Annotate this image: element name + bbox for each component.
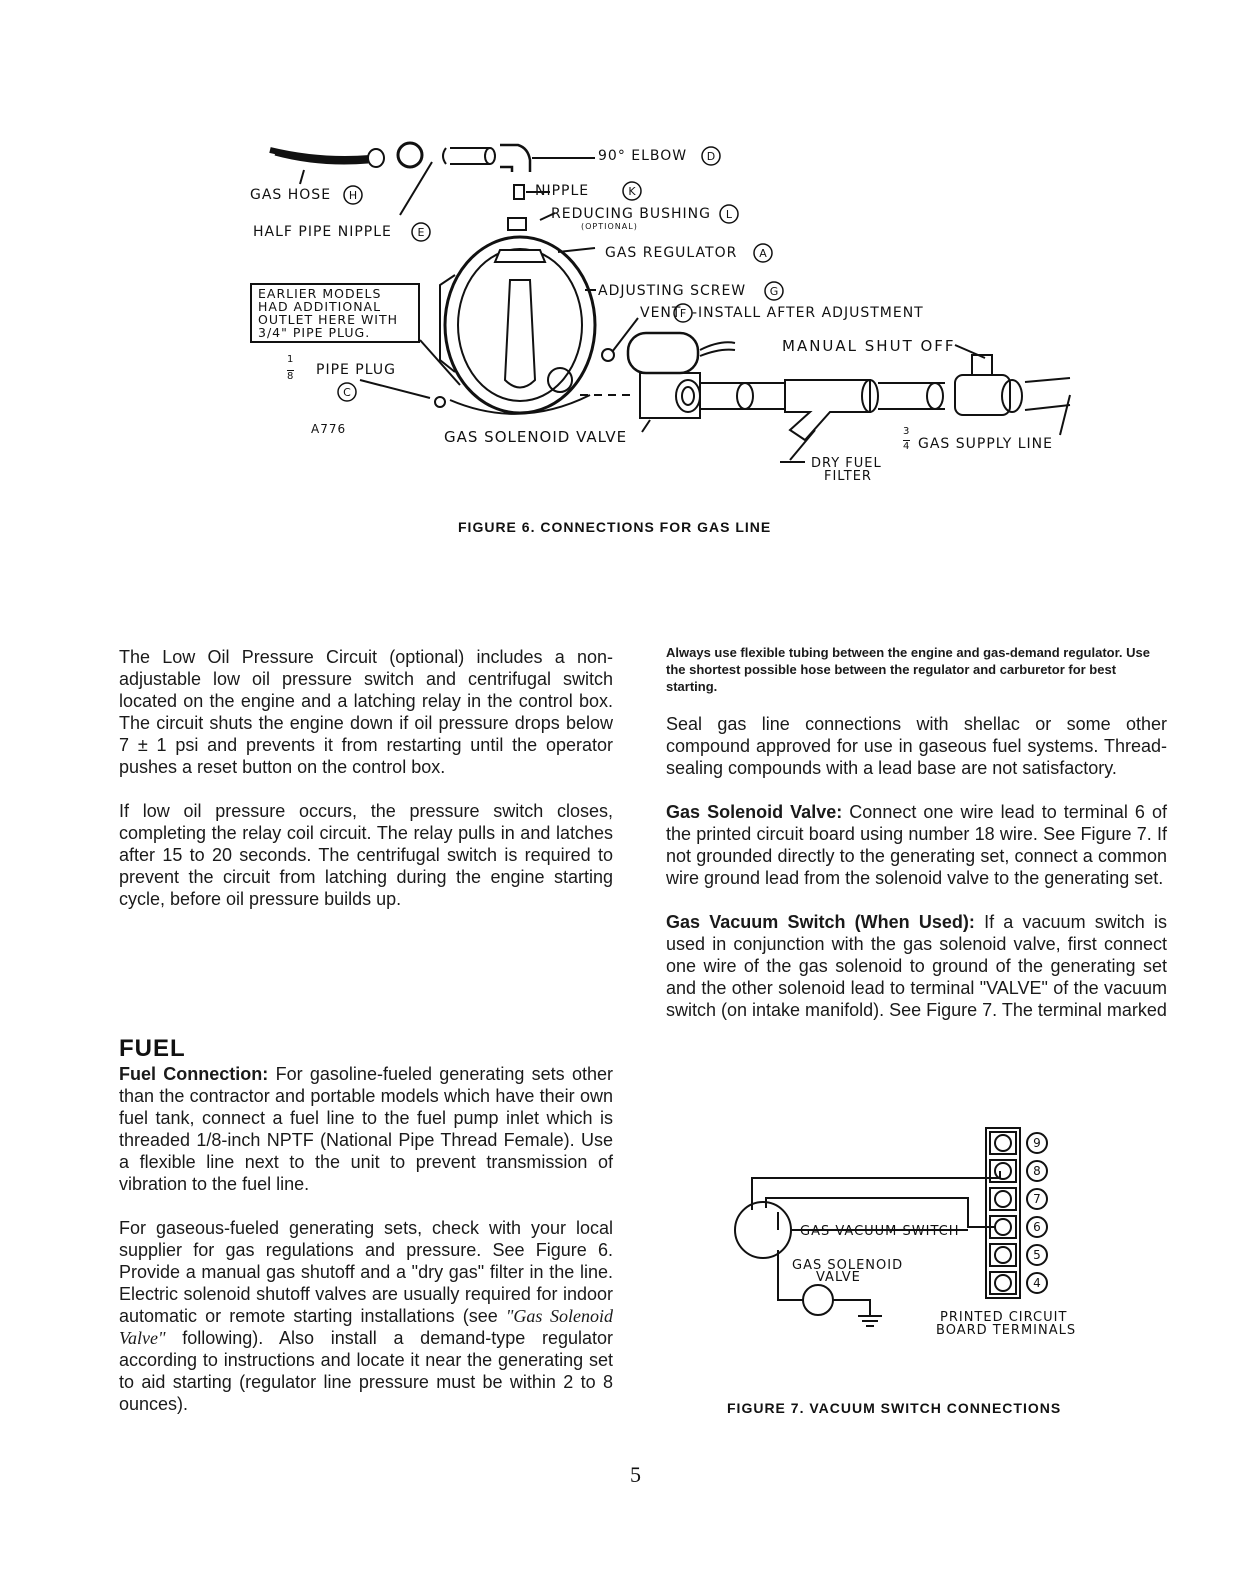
label-solenoid-valve: VALVE	[816, 1270, 861, 1285]
terminal-number: 8	[1033, 1164, 1041, 1178]
gaseous-fuel-text-b: following). Also install a demand-type regulator according to instructions and locate it near the generating set to aid starting (regulator line pressure must be within 2 to 8 ounces).	[119, 1328, 613, 1414]
note-line: 3/4" PIPE PLUG.	[258, 325, 371, 340]
label-printed-circuit: PRINTED CIRCUIT	[940, 1310, 1068, 1325]
label-filter: FILTER	[824, 469, 872, 484]
elbow-drawing	[500, 145, 530, 172]
label-optional: (OPTIONAL)	[581, 222, 638, 231]
label-gas-vacuum-switch: GAS VACUUM SWITCH	[800, 1224, 960, 1239]
gas-solenoid-paragraph	[666, 801, 1167, 889]
label-90-elbow: 90° ELBOW	[598, 148, 688, 164]
callout-d-letter: D	[706, 150, 716, 163]
low-oil-pressure-paragraph: The Low Oil Pressure Circuit (optional) includes a non-adjustable low oil pressure switch and centrifugal switch located on the engine and a latching relay in the control box. The circuit shuts the engine down if oil pressure drops below 7 ± 1 psi and prevents it from restarting until the operator pushes a reset button on the control box.	[119, 647, 613, 777]
fuel-connection-lead: Fuel Connection:	[119, 1064, 269, 1084]
vacuum-switch-symbol	[735, 1202, 791, 1258]
gas-solenoid-symbol	[803, 1285, 833, 1315]
left-column	[119, 646, 613, 910]
figure-7	[0, 1120, 1254, 1420]
note-line: EARLIER MODELS	[258, 286, 382, 301]
pipe-plug-fraction-den: 8	[287, 371, 295, 382]
pipe-plug-fraction-num: 1	[287, 354, 295, 365]
right-column	[666, 644, 1167, 1021]
terminal-number: 7	[1033, 1192, 1041, 1206]
gas-line-diagram	[0, 0, 1254, 560]
gas-vacuum-lead: Gas Vacuum Switch (When Used):	[666, 912, 975, 932]
callout-l-letter: L	[725, 208, 733, 221]
page-number: 5	[630, 1462, 641, 1487]
fuel-connection-text: For gasoline-fueled generating sets other than the contractor and portable models which have their own fuel tank, connect a fuel line to the fuel pump inlet which is threaded 1/8-inch NPTF (National Pipe Thread Female). Use a flexible line next to the unit to prevent transmission of vibration to the fuel line.	[119, 1064, 613, 1194]
note-line: HAD ADDITIONAL	[258, 299, 382, 314]
terminal-number: 4	[1033, 1276, 1041, 1290]
label-gas-regulator: GAS REGULATOR	[605, 245, 738, 261]
terminal-number: 9	[1033, 1136, 1041, 1150]
label-gas-solenoid-valve: GAS SOLENOID VALVE	[444, 428, 628, 446]
label-vent-note: -INSTALL AFTER ADJUSTMENT	[692, 305, 924, 321]
terminal-screws	[990, 1132, 1016, 1294]
terminal-number: 5	[1033, 1248, 1041, 1262]
label-dry-fuel: DRY FUEL	[811, 456, 882, 471]
supply-fraction-den: 4	[903, 441, 911, 452]
gas-solenoid-reference: "Gas Solenoid Valve"	[119, 1306, 613, 1348]
note-line: OUTLET HERE WITH	[258, 312, 399, 327]
label-vent: VENT	[640, 305, 682, 321]
label-half-pipe-nipple: HALF PIPE NIPPLE	[253, 224, 392, 240]
seal-connections-paragraph: Seal gas line connections with shellac or some other compound approved for use in gaseous fuel systems. Thread-sealing compounds with a lead base are not satisfactory.	[666, 714, 1167, 778]
label-manual-shut-off: MANUAL SHUT OFF	[782, 337, 956, 355]
figure-6-caption: FIGURE 6. CONNECTIONS FOR GAS LINE	[458, 519, 772, 535]
figure-7-caption: FIGURE 7. VACUUM SWITCH CONNECTIONS	[727, 1400, 1062, 1416]
fuel-heading: FUEL	[119, 1035, 186, 1062]
label-gas-supply-line: GAS SUPPLY LINE	[918, 436, 1053, 452]
figure-ref-code: A776	[311, 422, 347, 436]
low-oil-occurs-paragraph: If low oil pressure occurs, the pressure switch closes, completing the relay coil circuit. The relay pulls in and latches after 15 to 20 seconds. The centrifugal switch is required to prevent the circuit from latching during the engine starting cycle, before oil pressure builds up.	[119, 801, 613, 909]
label-gas-solenoid: GAS SOLENOID	[792, 1258, 904, 1273]
terminal-number: 6	[1033, 1220, 1041, 1234]
callout-k-letter: K	[628, 185, 636, 198]
label-pipe-plug: PIPE PLUG	[316, 362, 396, 378]
label-reducing-bushing: REDUCING BUSHING	[551, 206, 711, 222]
label-board-terminals: BOARD TERMINALS	[936, 1323, 1077, 1338]
flexible-tubing-warning: Always use flexible tubing between the engine and gas-demand regulator. Use the shortest possible hose between the regulator and carburetor for best starting.	[666, 645, 1150, 694]
dry-fuel-filter-drawing	[785, 380, 870, 440]
nipple-drawing	[514, 185, 524, 199]
solenoid-valve-drawing	[628, 333, 698, 373]
callout-c-letter: C	[343, 386, 351, 399]
gaseous-fuel-text-a: For gaseous-fueled generating sets, check with your local supplier for gas regulations and pressure. See Figure 6. Provide a manual gas shutoff and a "dry gas" filter in the line. Electric solenoid shutoff valves are usually required for indoor automatic or remote starting installations (see	[119, 1218, 613, 1326]
hose-clamp-drawing	[398, 143, 422, 167]
gas-solenoid-text: Connect one wire lead to terminal 6 of the printed circuit board using number 18 wire. See Figure 7. If not grounded directly to the generating set, connect a common wire ground lead from the solenoid valve to the generating set.	[666, 802, 1167, 888]
figure-6	[0, 0, 1254, 560]
label-nipple: NIPPLE	[535, 183, 590, 199]
label-adjusting-screw: ADJUSTING SCREW	[598, 283, 747, 299]
label-gas-hose: GAS HOSE	[250, 187, 332, 203]
callout-h-letter: H	[348, 189, 358, 202]
gas-solenoid-lead: Gas Solenoid Valve:	[666, 802, 843, 822]
gas-vacuum-text: If a vacuum switch is used in conjunction with the gas solenoid valve, first connect one wire of the gas solenoid to ground of the generating set and the other solenoid lead to terminal "VALVE" of the vacuum switch (on intake manifold). See Figure 7. The terminal marked	[666, 912, 1167, 1020]
gas-vacuum-paragraph	[666, 911, 1167, 1021]
supply-fraction-num: 3	[903, 426, 911, 437]
callout-f-letter: F	[679, 307, 687, 320]
earlier-models-note	[250, 283, 420, 343]
callout-a-letter: A	[759, 247, 767, 260]
callout-g-letter: G	[769, 285, 779, 298]
callout-e-letter: E	[417, 226, 425, 239]
